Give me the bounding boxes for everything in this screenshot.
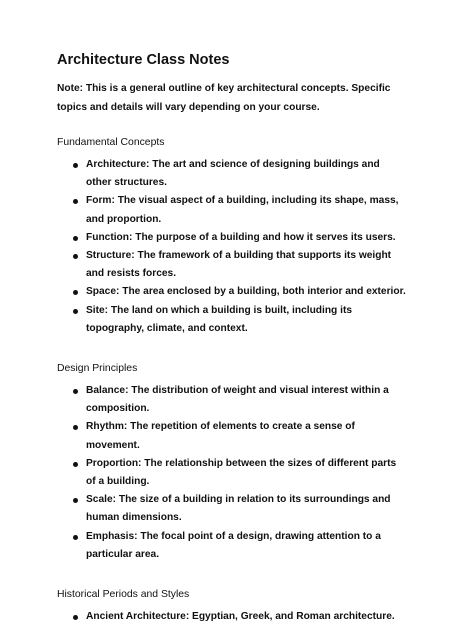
bullet-icon	[73, 425, 78, 430]
section-heading-historical-periods: Historical Periods and Styles	[57, 589, 190, 601]
list-item	[57, 229, 406, 247]
bullet-icon	[73, 254, 78, 259]
bullet-icon	[73, 498, 78, 503]
list-item	[57, 528, 406, 564]
list-item-text: Site: The land on which a building is built, including its topography, climate, and context.	[86, 304, 353, 334]
bullet-icon	[73, 290, 78, 295]
list-item-text: Function: The purpose of a building and how it serves its users.	[86, 231, 396, 243]
list-item-text: Proportion: The relationship between the sizes of different parts of a building.	[86, 457, 397, 488]
list-item	[57, 192, 406, 228]
list-item	[57, 156, 406, 192]
bullet-icon	[73, 615, 78, 620]
list-item-text: Form: The visual aspect of a building, including its shape, mass, and proportion.	[86, 195, 399, 225]
list-item	[57, 382, 406, 418]
list-item-text: Balance: The distribution of weight and visual interest within a composition.	[86, 385, 389, 415]
list-item-text: Architecture: The art and science of designing buildings and other structures.	[86, 159, 380, 189]
document-title: Architecture Class Notes	[57, 52, 230, 68]
bullet-icon	[73, 236, 78, 241]
design-principles-list	[57, 382, 457, 564]
bullet-icon	[73, 535, 78, 540]
list-item	[57, 283, 406, 301]
bullet-icon	[73, 309, 78, 314]
list-item-text: Structure: The framework of a building that supports its weight and resists forces.	[86, 250, 392, 280]
list-item	[57, 418, 406, 454]
bullet-icon	[73, 462, 78, 467]
fundamental-concepts-list	[57, 156, 457, 338]
list-item-text: Ancient Architecture: Egyptian, Greek, and Roman architecture.	[86, 611, 395, 623]
document-page	[57, 51, 457, 626]
list-item-text: Rhythm: The repetition of elements to create a sense of movement.	[86, 421, 355, 451]
list-item-text: Emphasis: The focal point of a design, drawing attention to a particular area.	[86, 530, 381, 560]
section-heading-fundamental-concepts: Fundamental Concepts	[57, 137, 165, 148]
list-item-text: Space: The area enclosed by a building, both interior and exterior.	[86, 286, 406, 298]
list-item-text: Scale: The size of a building in relation to its surroundings and human dimensions.	[86, 494, 391, 524]
list-item	[57, 455, 406, 491]
list-item	[57, 608, 406, 626]
intro-note: Note: This is a general outline of key architectural concepts. Specific topics and details will vary depending on your course.	[57, 83, 391, 113]
section-heading-design-principles: Design Principles	[57, 363, 138, 375]
list-item	[57, 247, 406, 283]
bullet-icon	[73, 389, 78, 394]
list-item	[57, 491, 406, 527]
bullet-icon	[73, 163, 78, 168]
list-item	[57, 302, 406, 338]
bullet-icon	[73, 199, 78, 204]
historical-periods-list	[57, 608, 457, 626]
